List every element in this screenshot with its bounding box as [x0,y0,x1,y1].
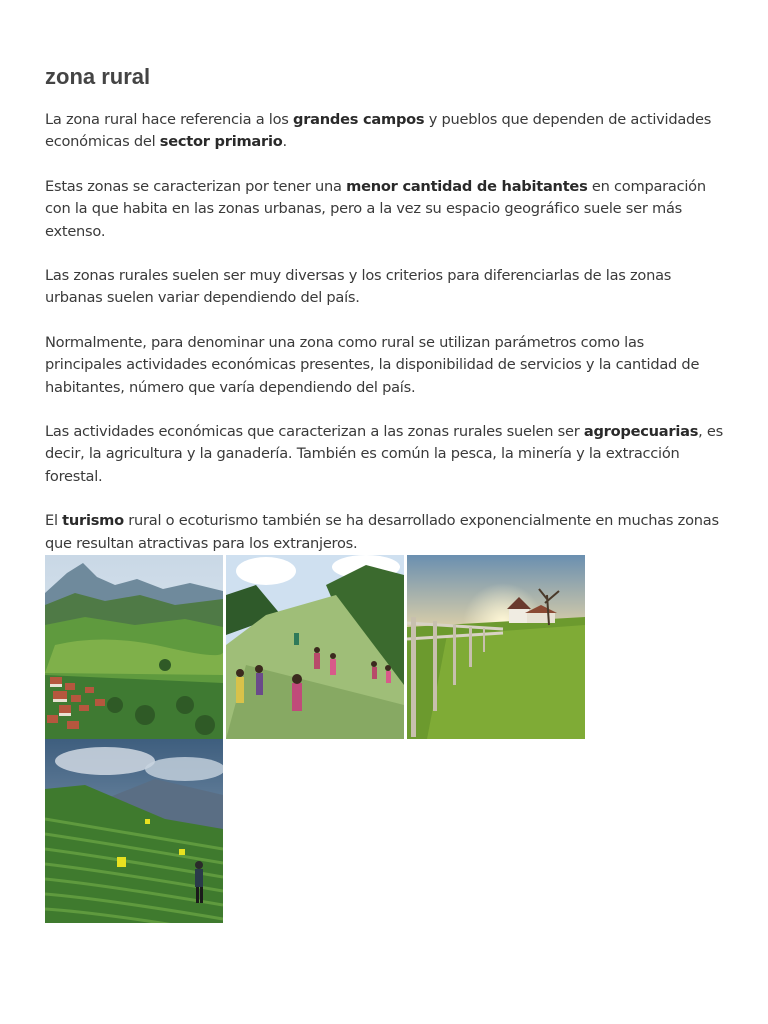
text-segment: y pueblos que dependen de actividades económicas del [45,111,712,151]
text-segment: La zona rural hace referencia a los [45,111,294,128]
paragraph [45,332,725,399]
text-segment: Estas zonas se caracterizan por tener una [45,177,347,195]
bold-text: grandes campos [293,111,425,128]
farmhouse-sunset-photo[interactable] [407,555,585,739]
field-workers-photo[interactable] [226,555,404,739]
text-segment: , es decir, la agricultura y la ganadería. También es común la pesca, la minería y la extracción forestal. [45,423,723,485]
text-segment: El [45,512,63,530]
bold-text: agropecuarias [583,423,699,441]
bold-text: turismo [62,512,124,530]
page-title: zona rural [45,64,151,89]
paragraph [45,421,725,488]
text-segment: Las zonas rurales suelen ser muy diversas y los criterios para diferenciarlas de las zonas urbanas suelen variar dependiendo del país. [45,267,672,307]
text-segment: en comparación con la que habita en las zonas urbanas, pero a la vez su espacio geográfico suele ser más extenso. [45,177,706,240]
paragraph [45,265,725,310]
article-body [45,109,725,577]
mountain-village-photo[interactable] [45,555,223,739]
text-segment: Las actividades económicas que caracterizan a las zonas rurales suelen ser [45,423,584,441]
bold-text: menor cantidad de habitantes [346,177,588,195]
bold-text: sector primario [159,133,283,151]
paragraph [45,176,725,243]
text-segment: . [282,133,287,151]
paragraph [45,109,725,154]
paragraph [45,510,725,555]
text-segment: Normalmente, para denominar una zona como rural se utilizan parámetros como las principales actividades económicas presentes, la disponibilidad de servicios y la cantidad de habitantes, número que varía dependiendo del país. [45,333,700,396]
crop-field-photo[interactable] [45,739,223,923]
text-segment: rural o ecoturismo también se ha desarrollado exponencialmente en muchas zonas que resultan atractivas para los extranjeros. [45,512,719,552]
